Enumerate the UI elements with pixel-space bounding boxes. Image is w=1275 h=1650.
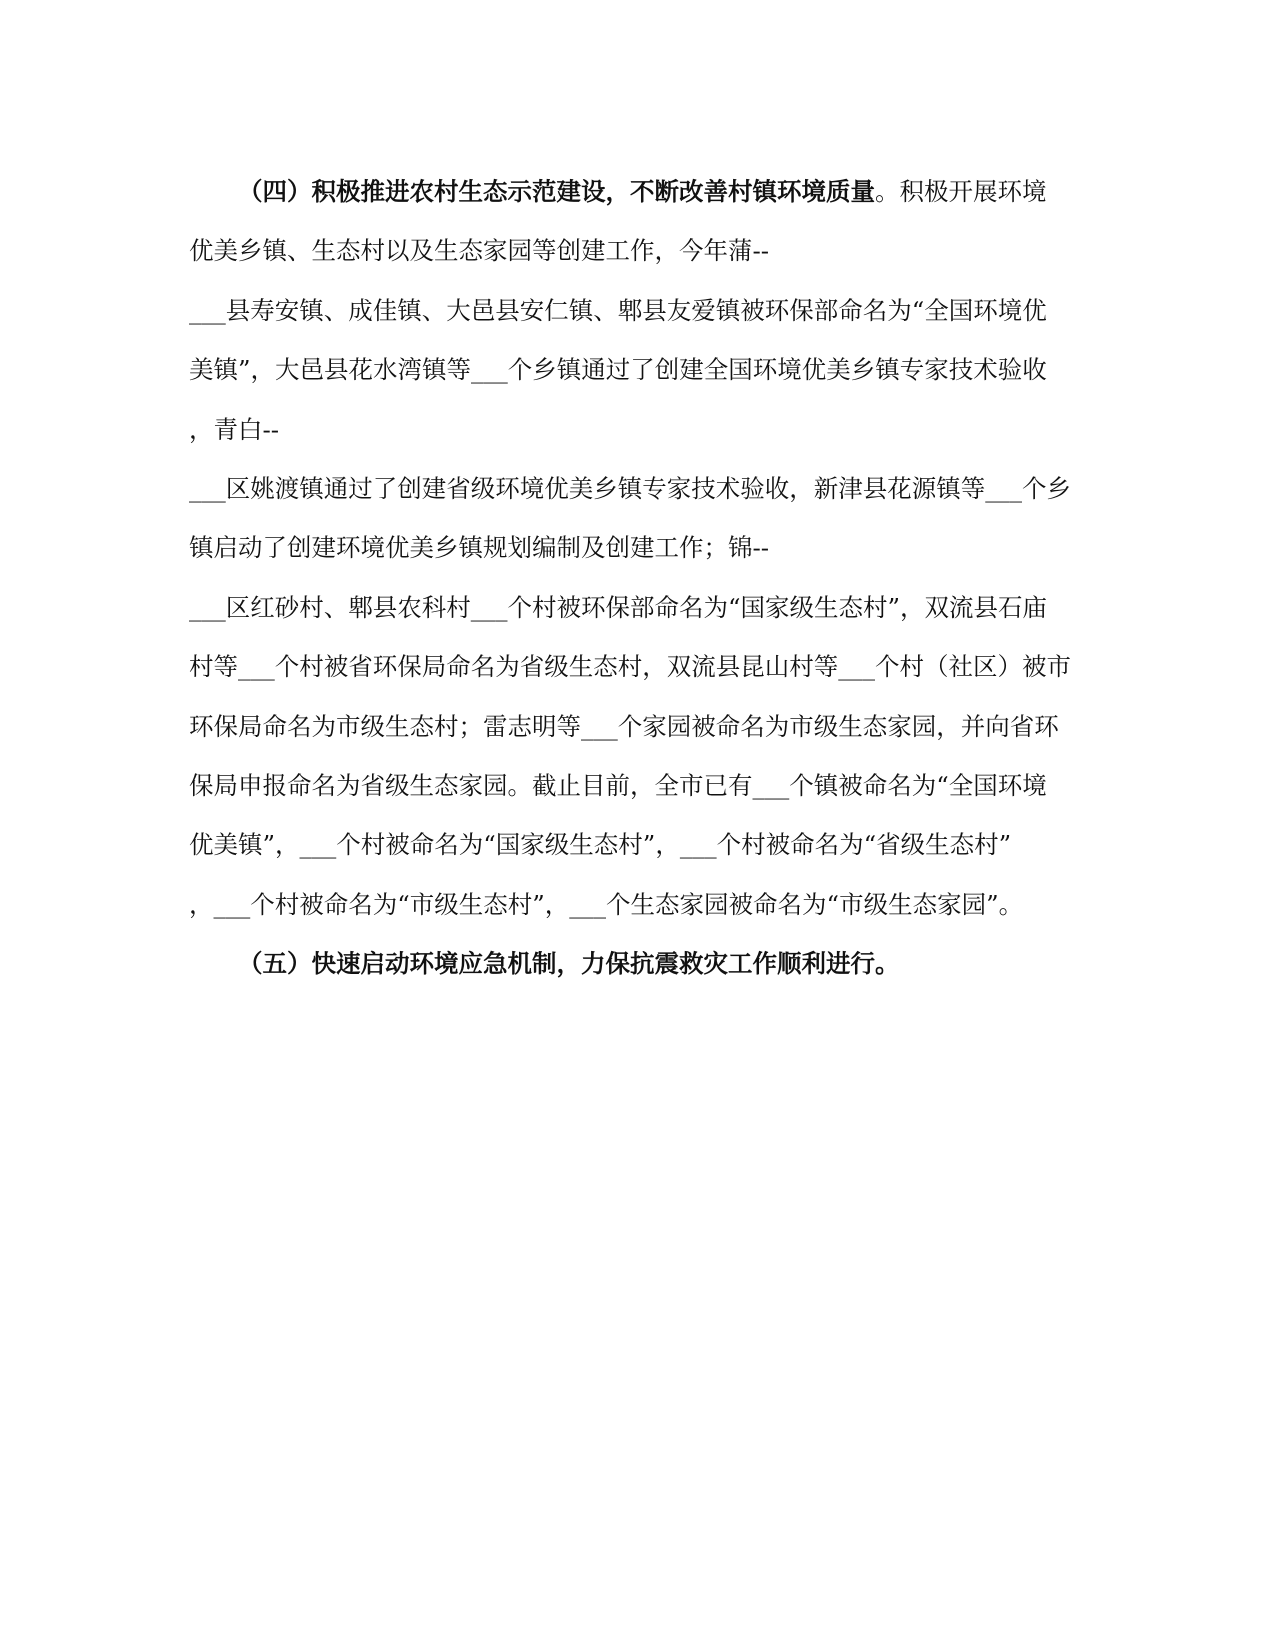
paragraph-line: 镇启动了创建环境优美乡镇规划编制及创建工作；锦--	[189, 533, 770, 563]
paragraph-line: ___县寿安镇、成佳镇、大邑县安仁镇、郫县友爱镇被环保部命名为“全国环境优	[189, 295, 1047, 325]
section-5-heading: （五）快速启动环境应急机制，力保抗震救灾工作顺利进行。	[238, 949, 900, 979]
paragraph-line: 村等___个村被省环保局命名为省级生态村，双流县昆山村等___个村（社区）被市	[189, 652, 1071, 682]
paragraph-line: ，青白--	[189, 414, 280, 444]
paragraph-line: ___区姚渡镇通过了创建省级环境优美乡镇专家技术验收，新津县花源镇等___个乡	[189, 473, 1071, 503]
paragraph-line: 优美乡镇、生态村以及生态家园等创建工作，今年蒲--	[189, 236, 770, 266]
paragraph-line: ___区红砂村、郫县农科村___个村被环保部命名为“国家级生态村”，双流县石庙	[189, 592, 1048, 622]
document-body	[189, 172, 1089, 1003]
paragraph-line: 优美镇”，___个村被命名为“国家级生态村”，___个村被命名为“省级生态村”	[189, 830, 1012, 860]
section-4-heading: （四）积极推进农村生态示范建设，不断改善村镇环境质量	[238, 177, 875, 206]
paragraph-line: 环保局命名为市级生态村；雷志明等___个家园被命名为市级生态家园，并向省环	[189, 711, 1059, 741]
paragraph-line: 保局申报命名为省级生态家园。截止目前，全市已有___个镇被命名为“全国环境	[189, 770, 1047, 800]
section-4-text: 。积极开展环境	[875, 177, 1047, 206]
section-4-first-line	[189, 172, 1089, 231]
paragraph-line: ，___个村被命名为“市级生态村”，___个生态家园被命名为“市级生态家园”。	[189, 889, 1024, 919]
paragraph-line: 美镇”，大邑县花水湾镇等___个乡镇通过了创建全国环境优美乡镇专家技术验收	[189, 355, 1047, 385]
